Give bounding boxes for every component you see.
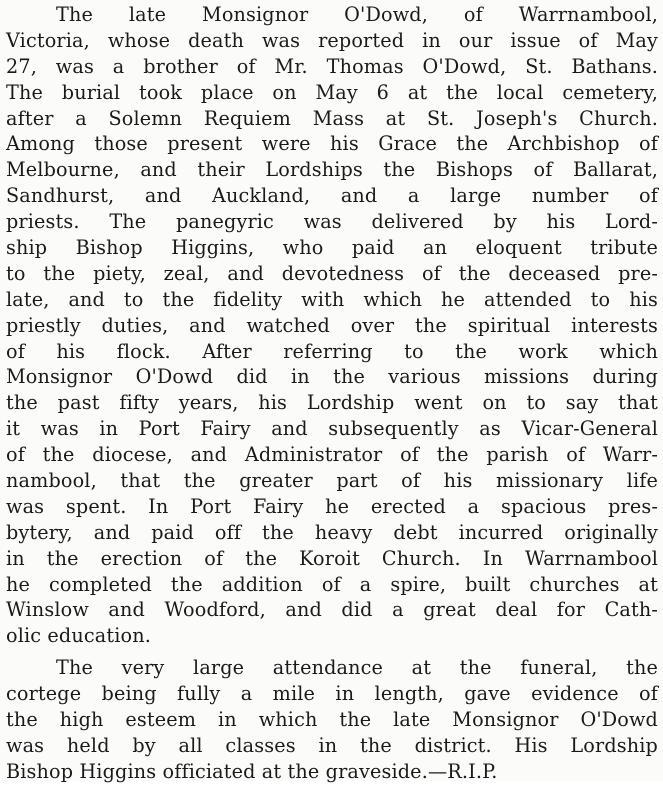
text-line: priestly duties, and watched over the spiritual interests: [6, 313, 658, 337]
text-line: Monsignor O'Dowd did in the various missions during: [6, 365, 658, 389]
text-line: Sandhurst, and Auckland, and a large number of: [6, 184, 658, 208]
text-line: in the erection of the Koroit Church. In Warrnambool: [6, 546, 658, 570]
text-line: Melbourne, and their Lordships the Bishops of Ballarat,: [6, 158, 658, 182]
text-line: Among those present were his Grace the Archbishop of: [6, 132, 658, 156]
text-line: the past fifty years, his Lordship went on to say that: [6, 391, 658, 415]
text-line: 27, was a brother of Mr. Thomas O'Dowd, St. Bathans.: [6, 54, 658, 78]
paragraph-1: [6, 2, 658, 649]
text-line: was held by all classes in the district. His Lordship: [6, 733, 658, 757]
text-line: ship Bishop Higgins, who paid an eloquent tribute: [6, 236, 658, 260]
text-line: late, and to the fidelity with which he attended to his: [6, 287, 658, 311]
text-line: The burial took place on May 6 at the local cemetery,: [6, 80, 658, 104]
text-line: Winslow and Woodford, and did a great deal for Cath-: [6, 598, 658, 622]
text-line: nambool, that the greater part of his missionary life: [6, 469, 658, 493]
text-line: of his flock. After referring to the work which: [6, 339, 658, 363]
text-line: of the diocese, and Administrator of the parish of Warr-: [6, 443, 658, 467]
text-line: priests. The panegyric was delivered by his Lord-: [6, 210, 658, 234]
paragraph-2: [6, 655, 658, 784]
article-column: [6, 2, 658, 785]
text-line: The very large attendance at the funeral, the: [56, 656, 658, 680]
text-line: he completed the addition of a spire, built churches at: [6, 572, 658, 596]
text-line: bytery, and paid off the heavy debt incurred originally: [6, 520, 658, 544]
text-line: to the piety, zeal, and devotedness of the deceased pre-: [6, 261, 658, 285]
text-line: after a Solemn Requiem Mass at St. Joseph's Church.: [6, 106, 658, 130]
text-line: it was in Port Fairy and subsequently as Vicar-General: [6, 417, 658, 441]
text-line: olic education.: [6, 624, 151, 648]
text-line: Bishop Higgins officiated at the graveside.—R.I.P.: [6, 759, 498, 783]
text-line: was spent. In Port Fairy he erected a spacious pres-: [6, 494, 658, 518]
text-line: cortege being fully a mile in length, gave evidence of: [6, 682, 658, 706]
text-line: the high esteem in which the late Monsignor O'Dowd: [6, 708, 658, 732]
text-line: The late Monsignor O'Dowd, of Warrnambool,: [56, 3, 658, 26]
text-line: Victoria, whose death was reported in our issue of May: [6, 28, 658, 52]
